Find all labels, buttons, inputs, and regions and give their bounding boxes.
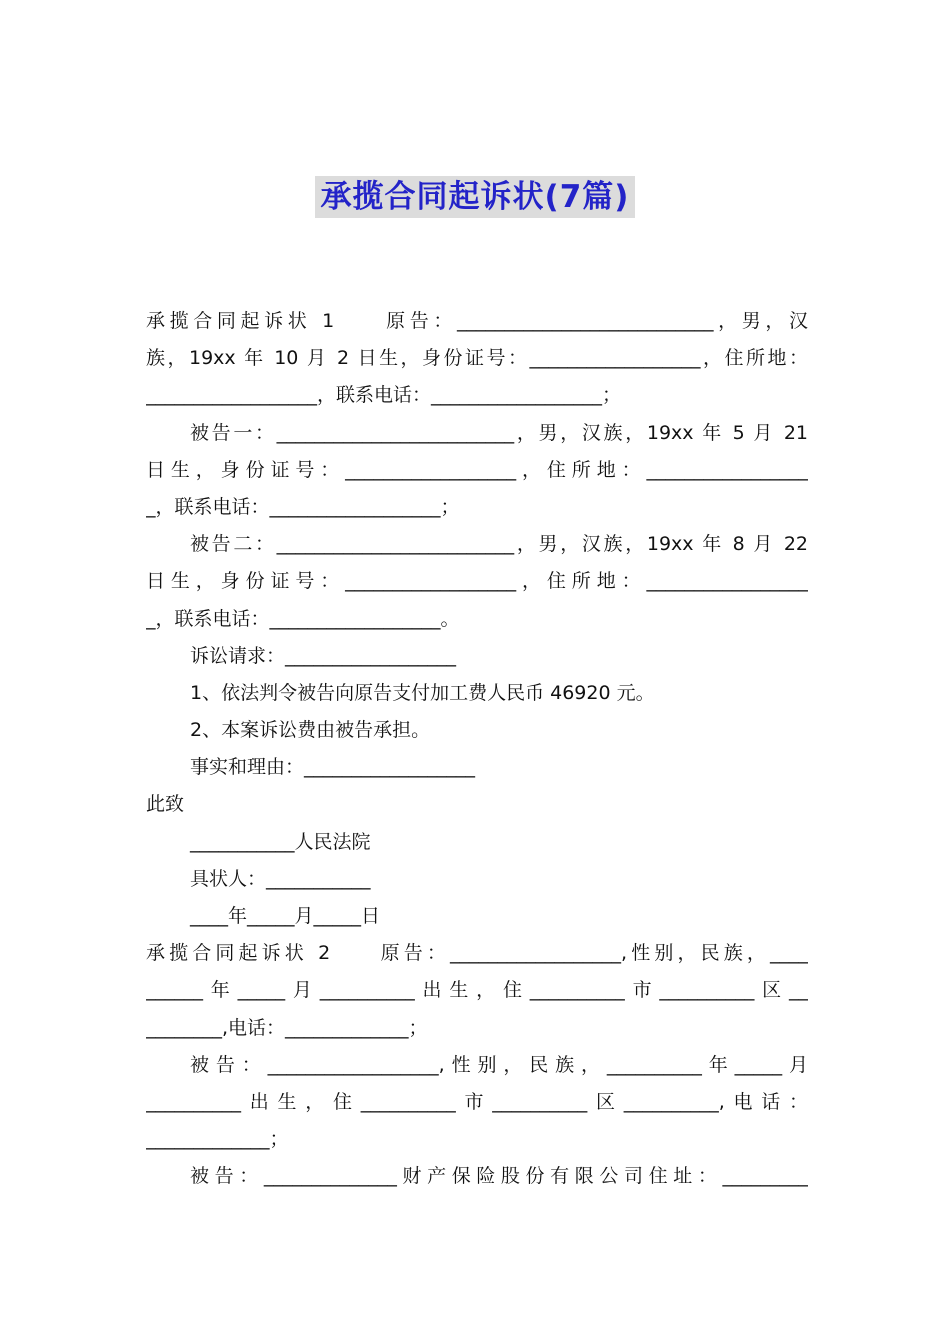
text-line: ________,电话：_____________； xyxy=(146,1016,428,1039)
text-line: 日生，身份证号：__________________，住所地：_________________ xyxy=(146,458,808,481)
text-line: 诉讼请求：__________________ xyxy=(190,644,457,667)
text-line: 事实和理由：__________________ xyxy=(190,756,476,779)
text-line: _，联系电话：__________________； xyxy=(146,495,460,518)
text-line: ___________人民法院 xyxy=(190,830,371,853)
text-line: __________________，联系电话：__________________； xyxy=(146,384,622,407)
text-line: __________出生，住__________市__________区__________,电话： xyxy=(146,1090,808,1113)
text-line: _，联系电话：__________________。 xyxy=(146,607,460,630)
text-line: 日生，身份证号：__________________，住所地：_________________ xyxy=(146,570,808,593)
text-line: ______年_____月__________出生，住__________市__________区__ xyxy=(146,979,808,1002)
text-line: _____________； xyxy=(146,1128,289,1151)
text-line: 被告一：_________________________，男，汉族，19xx 年 5 月 21 xyxy=(190,421,808,444)
text-line: 被告：__________________,性别，民族，__________年_____月 xyxy=(190,1053,808,1076)
text-line: 族，19xx 年 10 月 2 日生，身份证号：__________________，住所地： xyxy=(146,347,808,370)
text-line: 具状人：___________ xyxy=(190,867,371,890)
text-line: 此致 xyxy=(146,793,185,816)
text-line: 承揽合同起诉状 1 原告：___________________________，男，汉 xyxy=(146,310,808,332)
document-title: 承揽合同起诉状(7篇) xyxy=(315,176,636,218)
title-container xyxy=(0,176,950,218)
text-line: 2、本案诉讼费由被告承担。 xyxy=(190,719,431,742)
text-line: 被告二：_________________________，男，汉族，19xx 年 8 月 22 xyxy=(190,533,808,556)
text-line: 被告：______________财产保险股份有限公司住址：_________ xyxy=(190,1165,808,1188)
text-line: ____年_____月_____日 xyxy=(190,905,381,927)
text-line: 1、依法判令被告向原告支付加工费人民币 46920 元。 xyxy=(190,681,655,704)
text-line: 承揽合同起诉状 2 原告：__________________,性别，民族，____ xyxy=(146,942,808,965)
document-body xyxy=(146,303,808,1196)
